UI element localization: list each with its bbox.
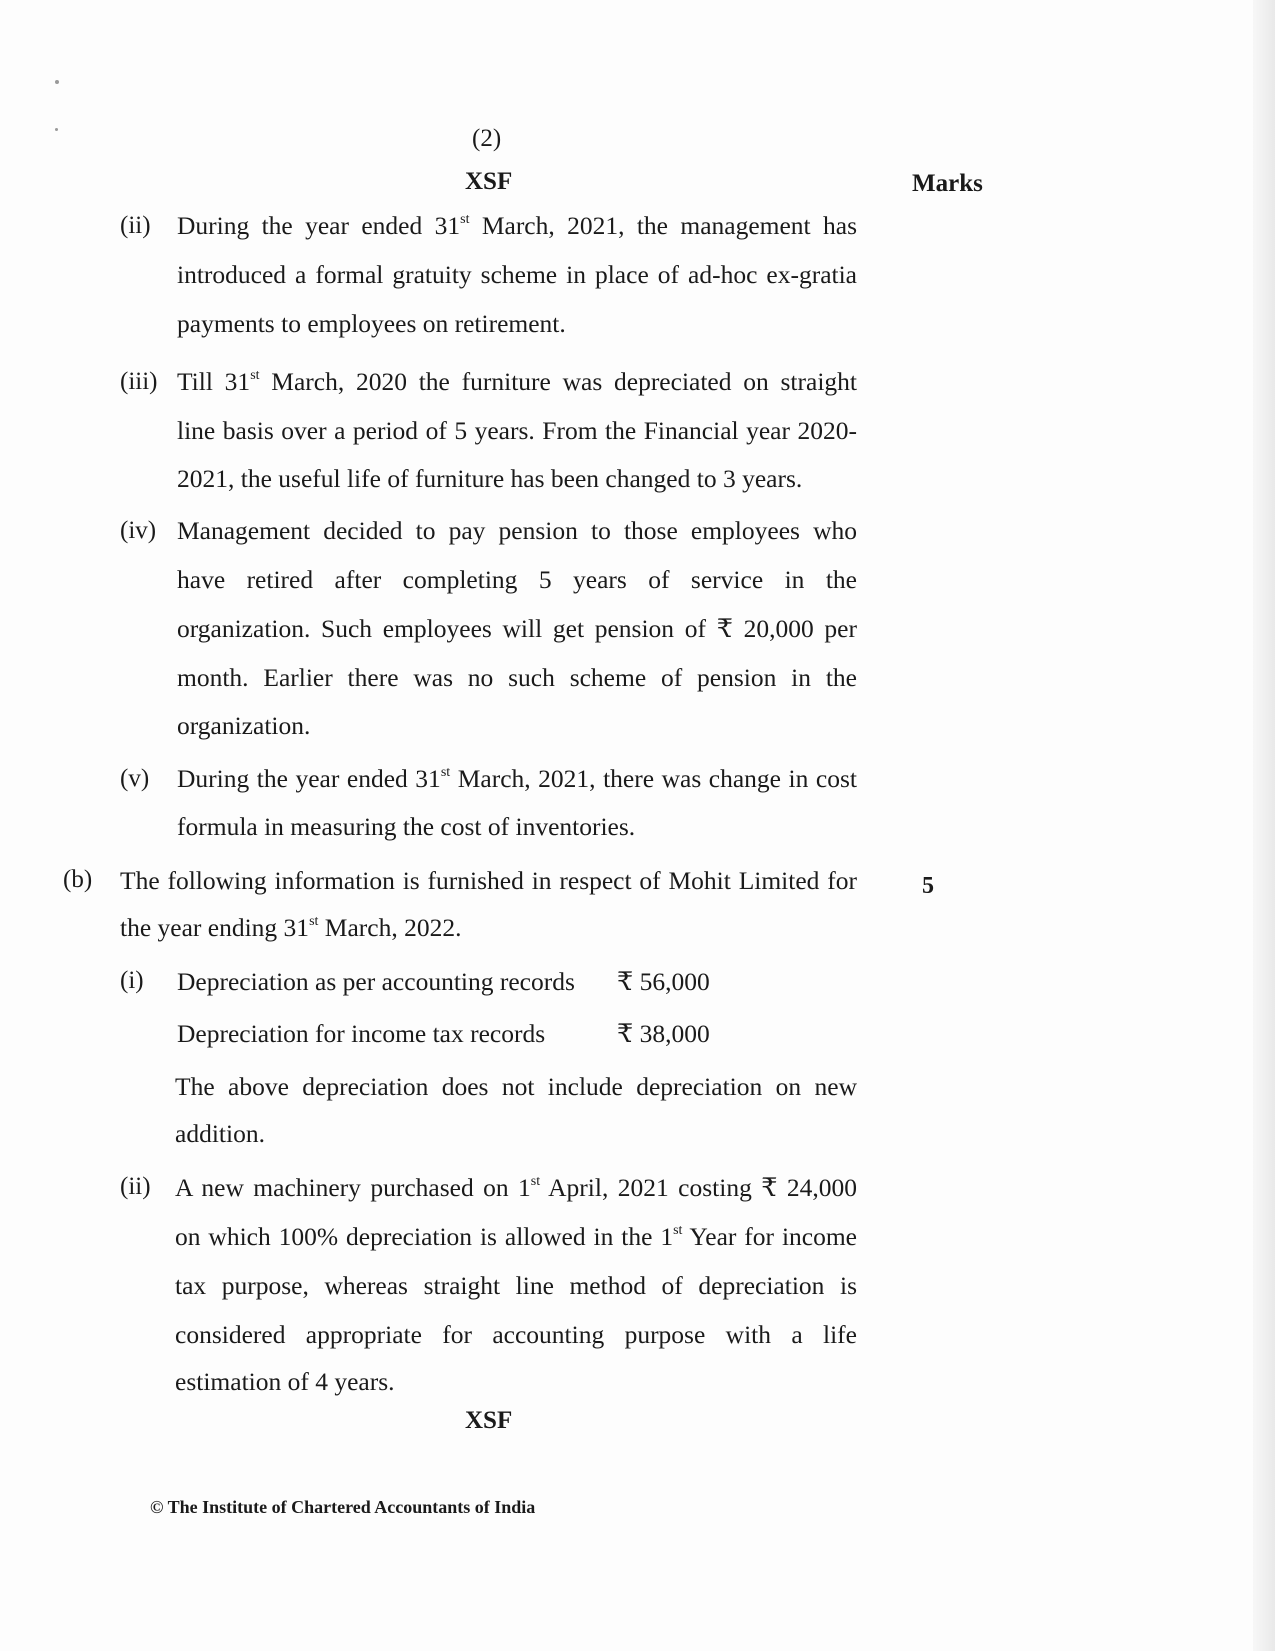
item-number: (ii) — [120, 212, 151, 239]
text-line: The following information is furnished in respect of Mohit Limited for — [120, 866, 857, 895]
text-line: line basis over a period of 5 years. From the Financial year 2020- — [177, 416, 857, 445]
marks-column-heading: Marks — [912, 170, 983, 197]
scan-speck — [55, 128, 58, 131]
copyright-notice: © The Institute of Chartered Accountants of India — [150, 1497, 536, 1517]
depreciation-amount: ₹ 38,000 — [617, 1019, 710, 1048]
text-line: The above depreciation does not include depreciation on new — [175, 1072, 857, 1101]
text-line: During the year ended 31st March, 2021, the management has — [177, 211, 857, 240]
scan-speck — [55, 80, 59, 84]
item-number: (i) — [120, 967, 144, 994]
page-number: (2) — [472, 125, 502, 152]
text-line: Till 31st March, 2020 the furniture was depreciated on straight — [177, 367, 857, 396]
paper-code-footer: XSF — [465, 1407, 513, 1434]
text-line: organization. — [177, 711, 311, 740]
paper-code-header: XSF — [465, 168, 513, 195]
text-line: A new machinery purchased on 1st April, 2021 costing ₹ 24,000 — [175, 1173, 857, 1202]
text-line: formula in measuring the cost of inventories. — [177, 812, 636, 841]
text-line: 2021, the useful life of furniture has been changed to 3 years. — [177, 464, 803, 493]
item-number: (iii) — [120, 368, 158, 395]
text-line: addition. — [175, 1119, 265, 1148]
depreciation-label: Depreciation as per accounting records — [177, 967, 575, 996]
text-line: estimation of 4 years. — [175, 1367, 395, 1396]
text-line: on which 100% depreciation is allowed in the 1st Year for income — [175, 1222, 857, 1251]
text-line: month. Earlier there was no such scheme of pension in the — [177, 663, 857, 692]
scan-edge-shadow — [1253, 0, 1275, 1651]
text-line: introduced a formal gratuity scheme in place of ad-hoc ex-gratia — [177, 260, 857, 289]
text-line: Management decided to pay pension to those employees who — [177, 516, 857, 545]
marks-value: 5 — [922, 873, 934, 899]
part-label: (b) — [63, 866, 93, 893]
text-line: organization. Such employees will get pension of ₹ 20,000 per — [177, 614, 857, 643]
item-number: (ii) — [120, 1173, 151, 1200]
text-line: the year ending 31st March, 2022. — [120, 913, 462, 942]
text-line: considered appropriate for accounting purpose with a life — [175, 1320, 857, 1349]
depreciation-amount: ₹ 56,000 — [617, 967, 710, 996]
depreciation-label: Depreciation for income tax records — [177, 1019, 546, 1048]
item-number: (iv) — [120, 517, 157, 544]
text-line: payments to employees on retirement. — [177, 309, 566, 338]
text-line: tax purpose, whereas straight line method of depreciation is — [175, 1271, 857, 1300]
text-line: During the year ended 31st March, 2021, there was change in cost — [177, 764, 857, 793]
item-number: (v) — [120, 765, 150, 792]
text-line: have retired after completing 5 years of service in the — [177, 565, 857, 594]
